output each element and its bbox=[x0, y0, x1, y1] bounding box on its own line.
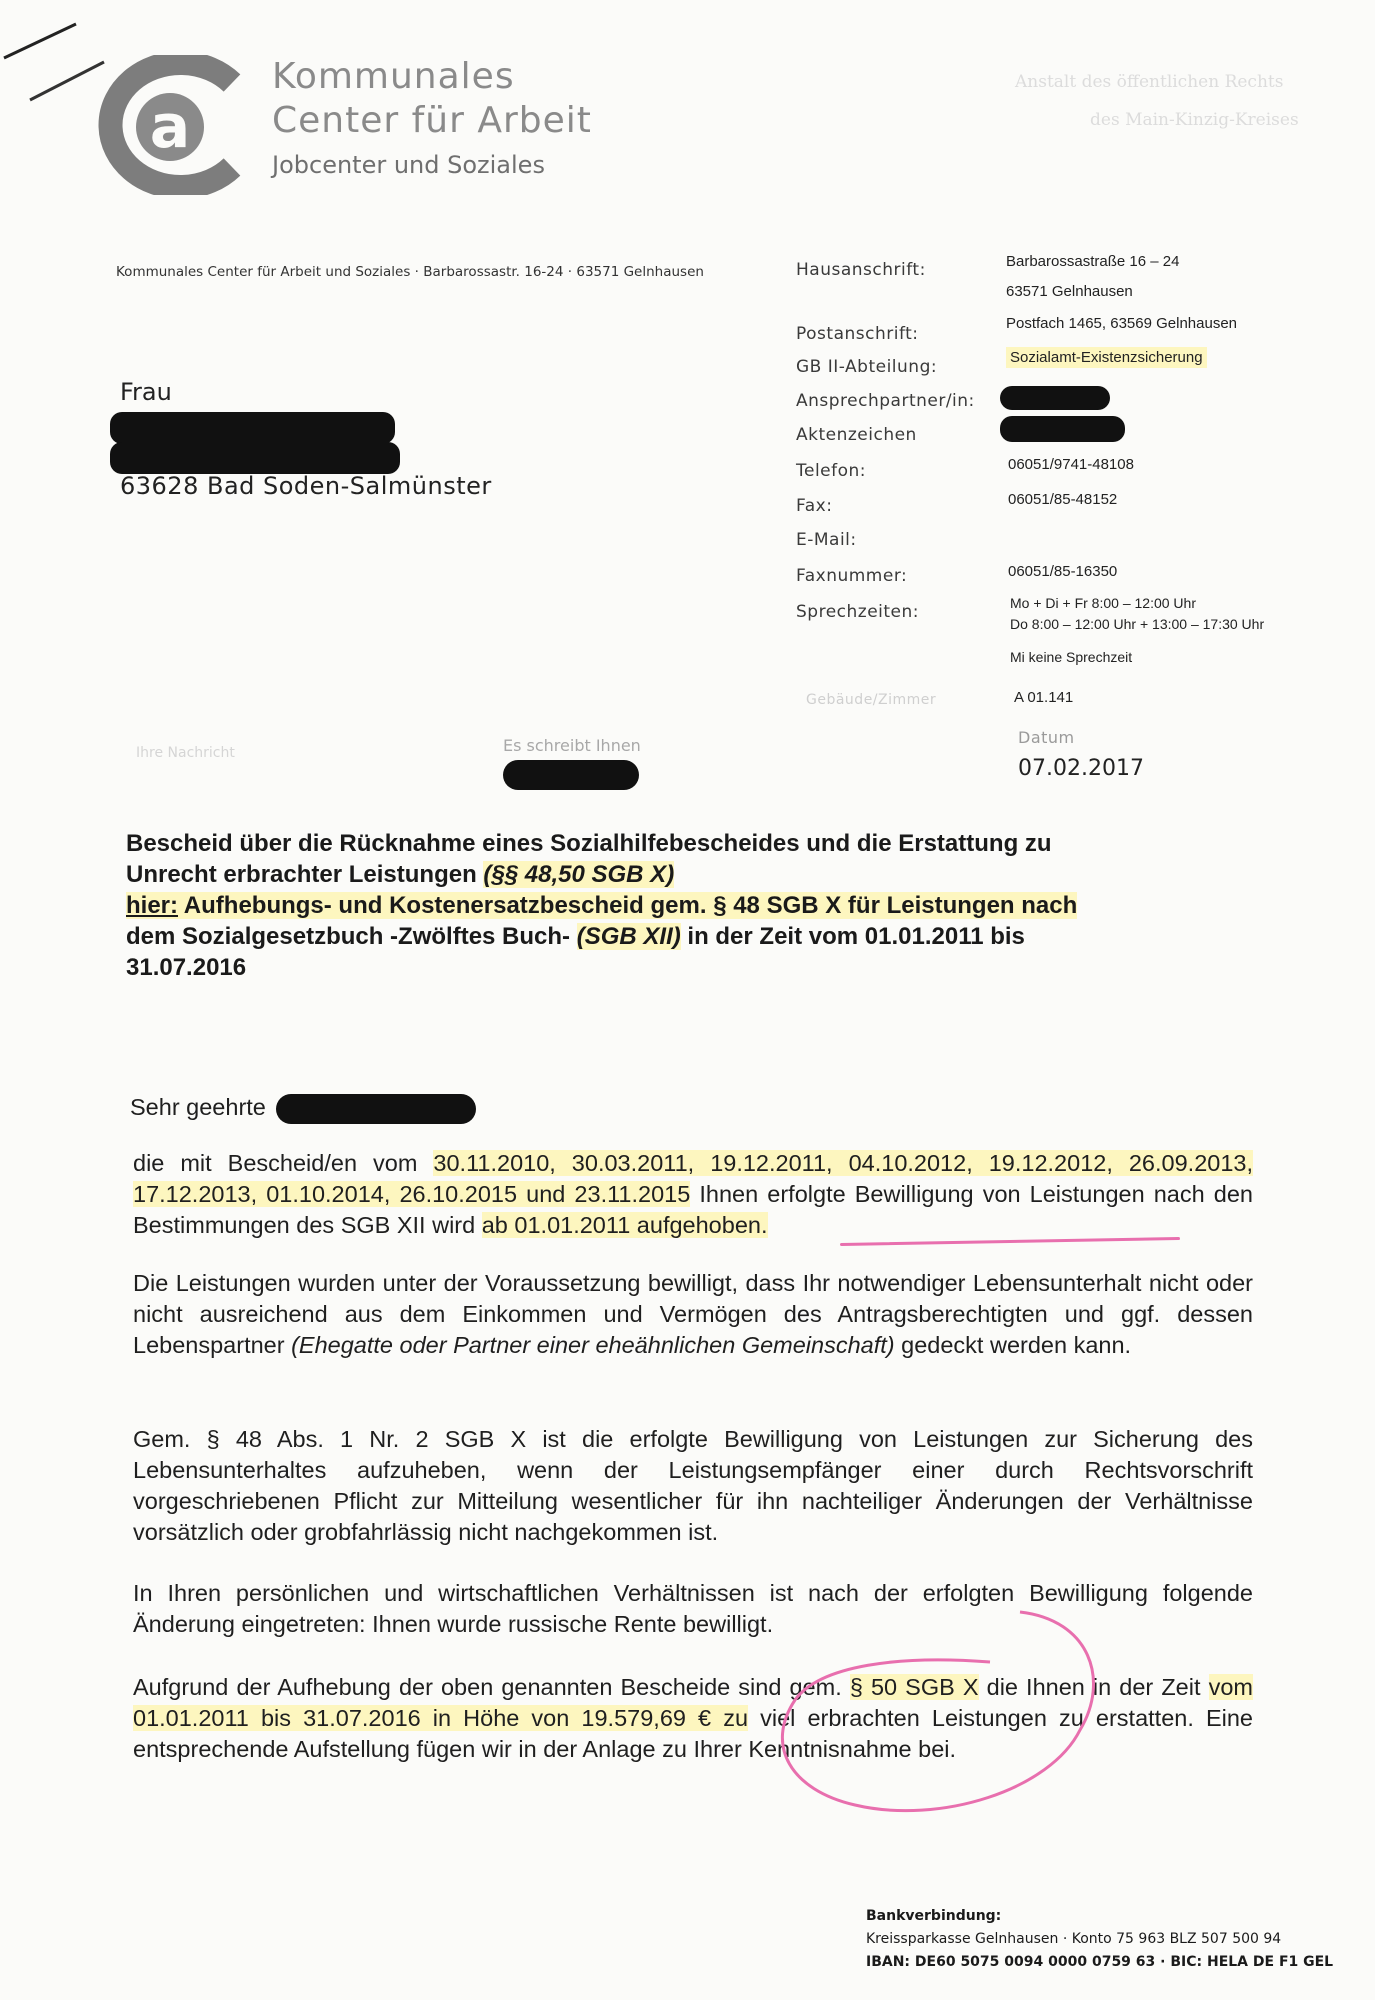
redacted-greeting-name bbox=[276, 1094, 476, 1124]
sender-line: Kommunales Center für Arbeit und Soziales · Barbarossastr. 16-24 · 63571 Gelnhausen bbox=[116, 264, 704, 280]
logo-line-3: Jobcenter und Soziales bbox=[272, 151, 545, 179]
subject-line-1: Bescheid über die Rücknahme eines Sozialhilfebescheides und die Erstattung zu bbox=[126, 830, 1052, 857]
hausanschrift-label: Hausanschrift: bbox=[796, 260, 926, 280]
subject-line-5: 31.07.2016 bbox=[126, 954, 247, 981]
sprechzeiten-3: Mi keine Sprechzeit bbox=[1010, 649, 1133, 665]
bank-line-2: IBAN: DE60 5075 0094 0000 0759 63 · BIC: HELA DE F1 GEL bbox=[866, 1954, 1334, 1970]
bank-footer bbox=[866, 1905, 1333, 1974]
paragraph-5: Aufgrund der Aufhebung der oben genannten Bescheide sind gem. § 50 SGB X die Ihnen in der Zeit vom 01.01.2011 bis 31.07.2016 in Höhe von 19.579,69 € zu viel erbrachten Leistungen zu erstatten. Eine entsprechende Aufstellung fügen wir in der Anlage zu Ihrer Kenntnisnahme bei. bbox=[133, 1674, 1253, 1762]
sprechzeiten-1: Mo + Di + Fr 8:00 – 12:00 Uhr bbox=[1010, 595, 1196, 611]
bank-title: Bankverbindung: bbox=[866, 1908, 1002, 1924]
recipient-salutation: Frau bbox=[120, 378, 172, 406]
paragraph-4: In Ihren persönlichen und wirtschaftlichen Verhältnissen ist nach der erfolgten Bewilligung folgende Änderung eingetreten: Ihnen wurde russische Rente bewilligt. bbox=[133, 1580, 1253, 1637]
hausanschrift-2: 63571 Gelnhausen bbox=[1006, 283, 1133, 300]
redacted-file-number bbox=[1000, 416, 1125, 442]
gebaeude: A 01.141 bbox=[1014, 689, 1074, 706]
sprechzeiten-2: Do 8:00 – 12:00 Uhr + 13:00 – 17:30 Uhr bbox=[1010, 616, 1265, 632]
email-label: E-Mail: bbox=[796, 530, 857, 550]
abteilung: Sozialamt-Existenzsicherung bbox=[1006, 347, 1207, 368]
paragraph-3: Gem. § 48 Abs. 1 Nr. 2 SGB X ist die erfolgte Bewilligung von Leistungen zur Sicherung des Lebensunterhaltes aufzuheben, wenn der Leistungsempfänger einer durch Rechtsvorschrift vorgeschriebenen Pflicht zur Mitteilung wesentlicher für ihn nachteiliger Änderungen der Verhältnisse vorsätzlich oder grobfahrlässig nicht nachgekommen ist. bbox=[133, 1426, 1253, 1545]
redacted-clerk bbox=[503, 760, 639, 790]
bank-line-1: Kreissparkasse Gelnhausen · Konto 75 963 BLZ 507 500 94 bbox=[866, 1931, 1282, 1947]
postanschrift-label: Postanschrift: bbox=[796, 324, 919, 344]
aktenzeichen-label: Aktenzeichen bbox=[796, 425, 917, 445]
kca-logo-icon bbox=[82, 55, 252, 195]
subject-line-2: Unrecht erbrachter Leistungen (§§ 48,50 SGB X) bbox=[126, 861, 675, 888]
ihre-nachricht-label: Ihre Nachricht bbox=[136, 745, 235, 761]
logo-line-1: Kommunales bbox=[272, 56, 515, 97]
es-schreibt-label: Es schreibt Ihnen bbox=[503, 736, 641, 755]
abteilung-label: GB II-Abteilung: bbox=[796, 357, 938, 377]
redacted-name bbox=[110, 412, 395, 444]
pink-circle-annotation bbox=[760, 1600, 1120, 1830]
subject-line-3: hier: Aufhebungs- und Kostenersatzbescheid gem. § 48 SGB X für Leistungen nach bbox=[126, 892, 1078, 919]
faxnummer: 06051/85-16350 bbox=[1008, 563, 1118, 580]
paragraph-1: die mit Bescheid/en vom 30.11.2010, 30.03.2011, 19.12.2011, 04.10.2012, 19.12.2012, 26.09.2013, 17.12.2013, 01.10.2014, 26.10.2015 und 23.11.2015 Ihnen erfolgte Bewilligung von Leistungen nach den Bestimmungen des SGB XII wird ab 01.01.2011 aufgehoben. bbox=[133, 1150, 1253, 1238]
redacted-contact bbox=[1000, 386, 1110, 410]
faint-org-line-1: Anstalt des öffentlichen Rechts bbox=[1015, 72, 1284, 92]
redacted-street bbox=[110, 442, 400, 474]
fax-label: Fax: bbox=[796, 496, 833, 516]
telefon: 06051/9741-48108 bbox=[1008, 456, 1134, 473]
telefon-label: Telefon: bbox=[796, 461, 867, 481]
gebaeude-label: Gebäude/Zimmer bbox=[806, 692, 937, 708]
fax: 06051/85-48152 bbox=[1008, 491, 1118, 508]
sprechzeiten-label: Sprechzeiten: bbox=[796, 602, 920, 622]
logo-line-2: Center für Arbeit bbox=[272, 100, 592, 141]
datum: 07.02.2017 bbox=[1018, 756, 1144, 781]
hausanschrift-1: Barbarossastraße 16 – 24 bbox=[1006, 253, 1180, 270]
subject-line-4: dem Sozialgesetzbuch -Zwölftes Buch- (SGB XII) in der Zeit vom 01.01.2011 bis bbox=[126, 923, 1025, 950]
subject bbox=[126, 828, 1256, 983]
greeting: Sehr geehrte bbox=[130, 1092, 476, 1124]
svg-text:a: a bbox=[149, 92, 191, 162]
postanschrift: Postfach 1465, 63569 Gelnhausen bbox=[1006, 315, 1238, 332]
paragraph-2: Die Leistungen wurden unter der Voraussetzung bewilligt, dass Ihr notwendiger Lebensunterhalt nicht oder nicht ausreichend aus dem Einkommen und Vermögen des Antragsberechtigten und ggf. dessen Lebenspartner (Ehegatte oder Partner einer eheähnlichen Gemeinschaft) gedeckt werden kann. bbox=[133, 1270, 1253, 1358]
datum-label: Datum bbox=[1018, 728, 1075, 747]
recipient-city: 63628 Bad Soden-Salmünster bbox=[120, 472, 492, 500]
ansprechpartner-label: Ansprechpartner/in: bbox=[796, 391, 975, 411]
faint-org-line-2: des Main-Kinzig-Kreises bbox=[1090, 110, 1299, 130]
faxnummer-label: Faxnummer: bbox=[796, 566, 908, 586]
